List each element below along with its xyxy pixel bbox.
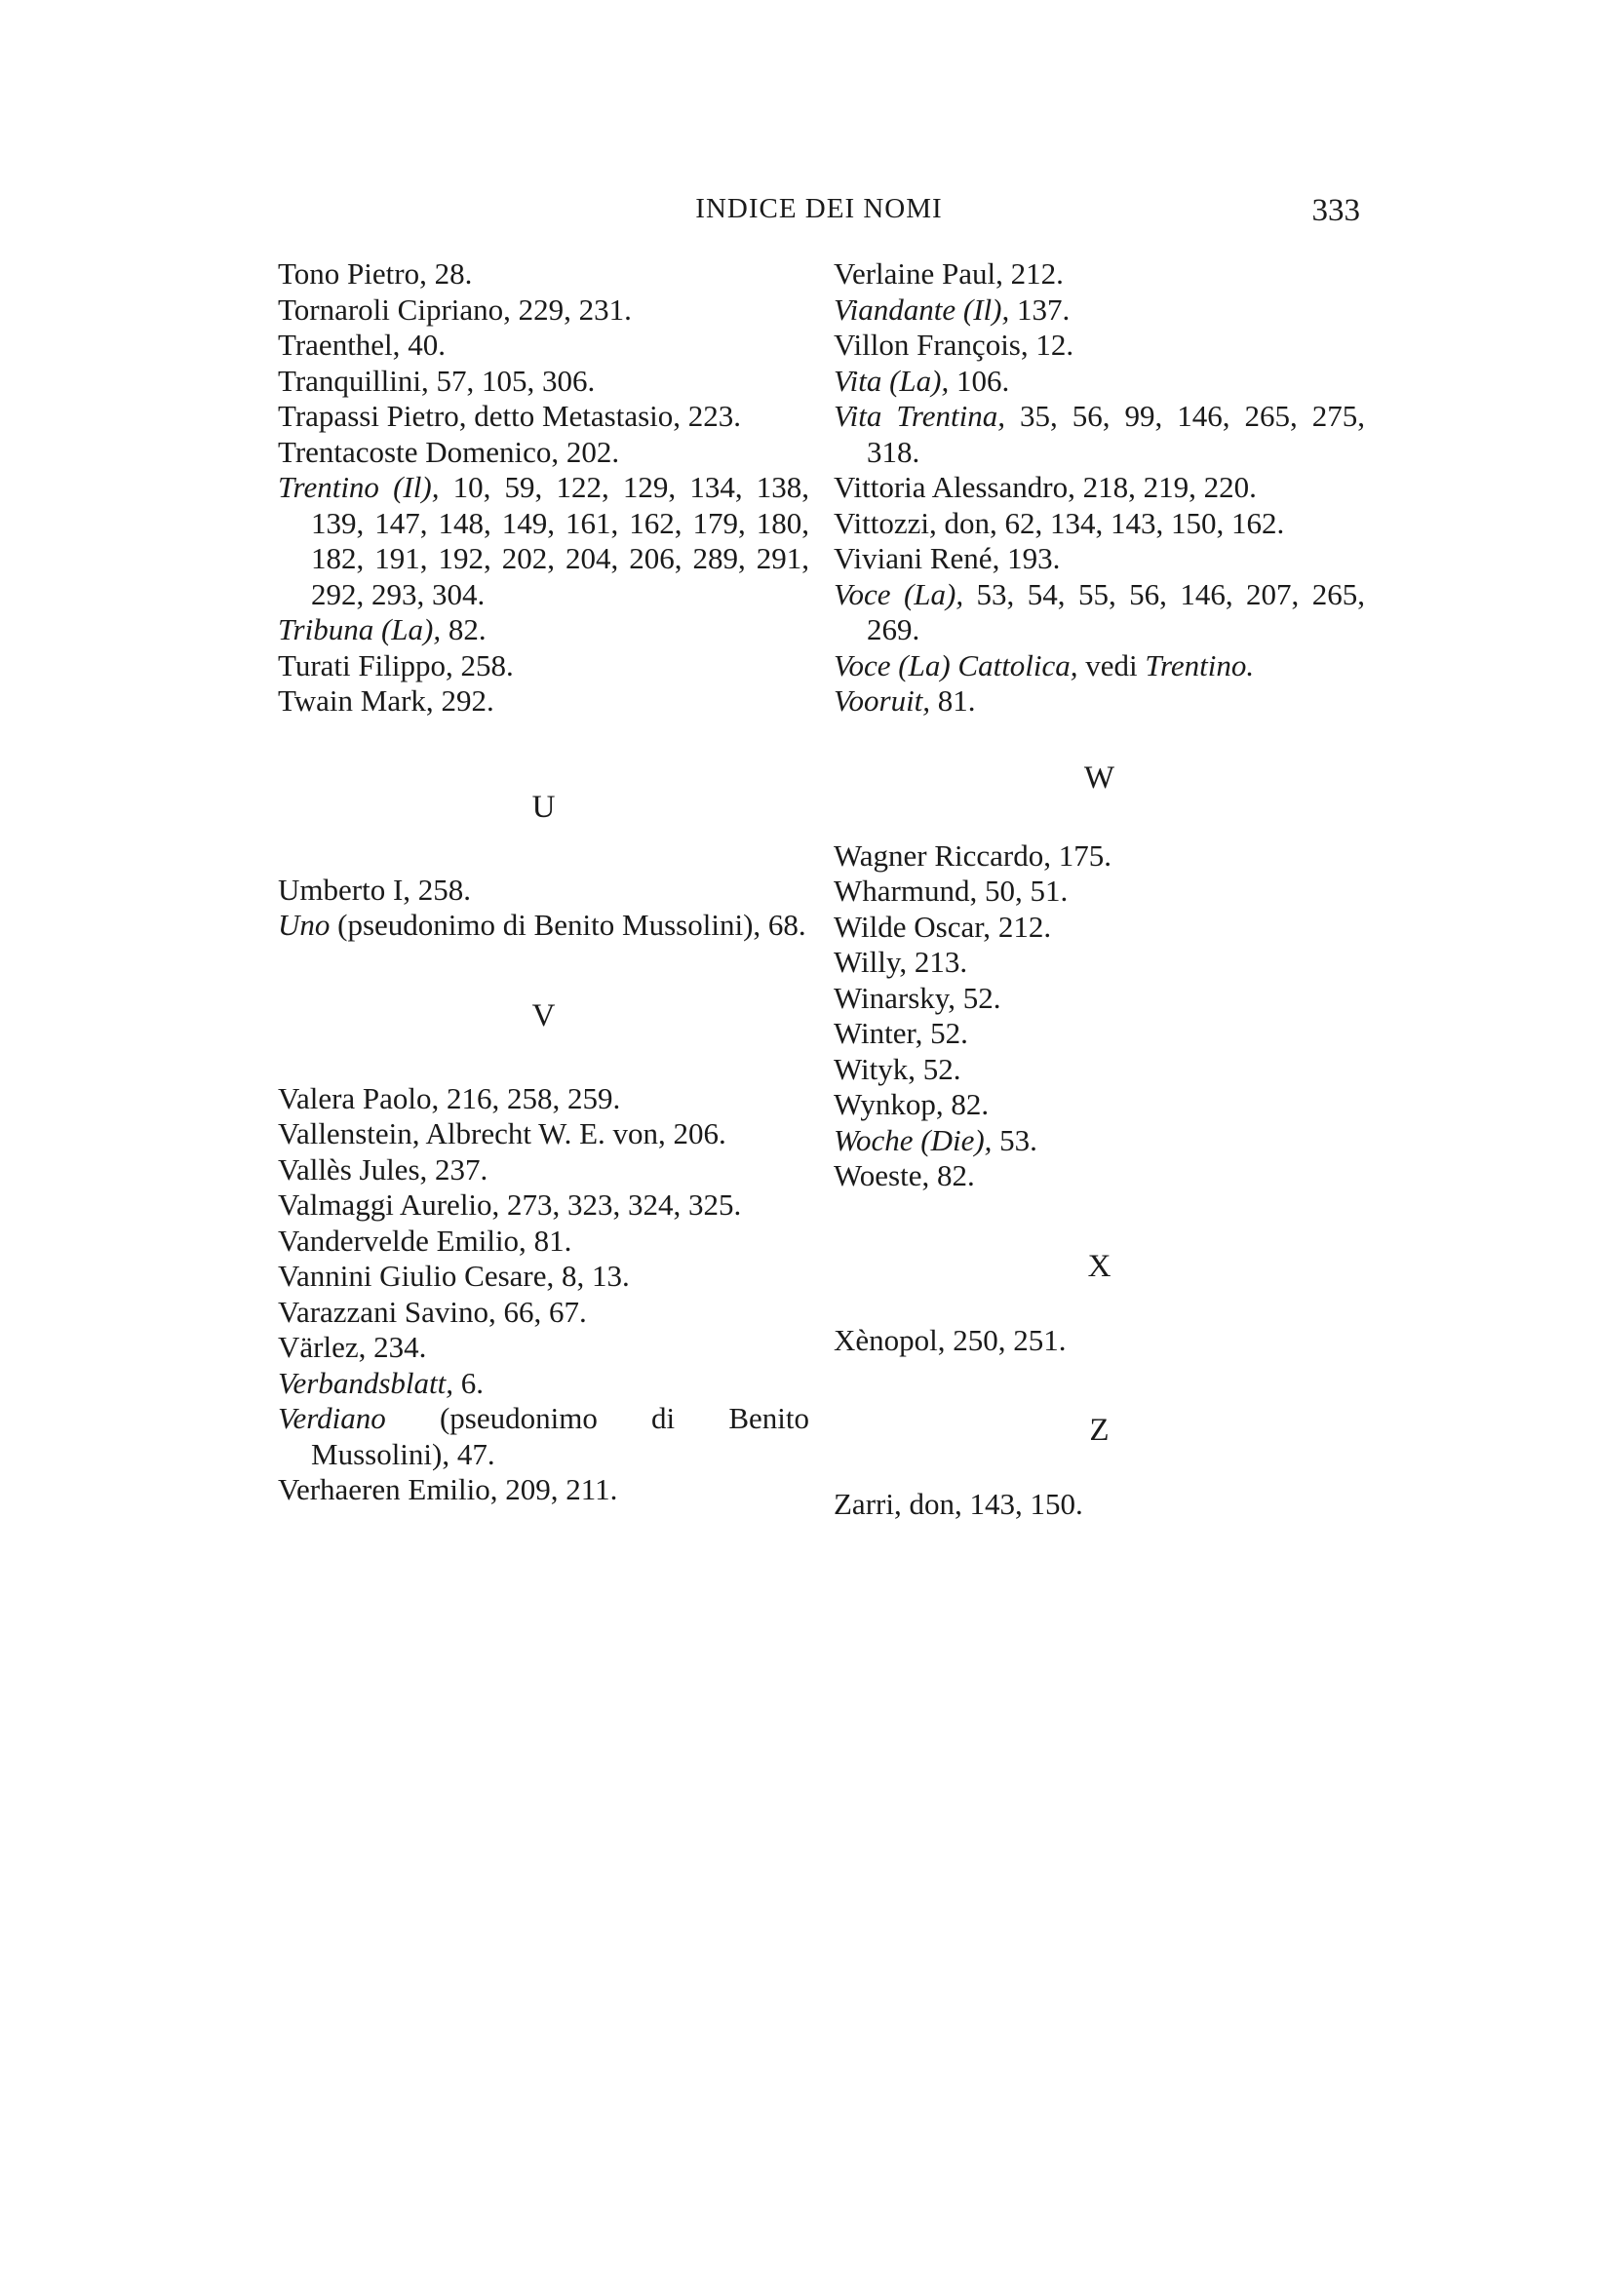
- index-entry: Voce (La) Cattolica, vedi Trentino.: [834, 647, 1255, 682]
- index-entry: Vita (La), 106.: [834, 363, 1010, 398]
- index-entry: Tranquillini, 57, 105, 306.: [278, 363, 596, 398]
- index-entry: Wagner Riccardo, 175.: [834, 837, 1112, 873]
- index-entry: Voce (La), 53, 54, 55, 56, 146, 207, 265, 269.: [834, 576, 1366, 646]
- index-entry: Tornaroli Cipriano, 229, 231.: [278, 292, 632, 327]
- index-entry: Valera Paolo, 216, 258, 259.: [278, 1080, 621, 1115]
- index-entry: Vallenstein, Albrecht W. E. von, 206.: [278, 1116, 726, 1150]
- index-entry: Vannini Giulio Cesare, 8, 13.: [278, 1259, 630, 1293]
- index-entry: Woeste, 82.: [834, 1158, 975, 1192]
- index-entry: Tribuna (La), 82.: [278, 612, 487, 646]
- running-head: [278, 193, 1360, 242]
- left-column: [278, 256, 809, 1508]
- running-title: INDICE DEI NOMI: [695, 193, 943, 224]
- index-entry: Winter, 52.: [834, 1016, 968, 1050]
- index-entry: Vooruit, 81.: [834, 683, 976, 718]
- index-entry: Traenthel, 40.: [278, 328, 446, 362]
- page-number: 333: [1311, 193, 1360, 228]
- index-entry: Viandante (Il), 137.: [834, 292, 1071, 327]
- index-entry: Vandervelde Emilio, 81.: [278, 1223, 572, 1258]
- index-entry: Xènopol, 250, 251.: [834, 1322, 1067, 1357]
- index-entry: Wilde Oscar, 212.: [834, 909, 1052, 944]
- index-entry: Verbandsblatt, 6.: [278, 1365, 484, 1400]
- index-entry: Villon François, 12.: [834, 328, 1074, 362]
- index-entry: Trapassi Pietro, detto Metastasio, 223.: [278, 399, 742, 433]
- index-entry: Vallès Jules, 237.: [278, 1151, 488, 1187]
- index-entry: Trentacoste Domenico, 202.: [278, 434, 620, 469]
- index-entry: Valmaggi Aurelio, 273, 323, 324, 325.: [278, 1187, 742, 1222]
- index-entry: Winarsky, 52.: [834, 980, 1001, 1015]
- index-entry: Willy, 213.: [834, 945, 968, 979]
- index-entry: Verlaine Paul, 212.: [834, 256, 1064, 291]
- index-entry: Wynkop, 82.: [834, 1087, 990, 1121]
- index-entry: Verhaeren Emilio, 209, 211.: [278, 1472, 618, 1506]
- section-letter-u: U: [531, 789, 556, 825]
- section-letter-z: Z: [1089, 1413, 1110, 1448]
- index-entry: Woche (Die), 53.: [834, 1122, 1037, 1157]
- index-entry: Vittozzi, don, 62, 134, 143, 150, 162.: [834, 505, 1285, 540]
- index-entry: Turati Filippo, 258.: [278, 647, 514, 682]
- right-column: [834, 256, 1365, 1523]
- index-entry: Vita Trentina, 35, 56, 99, 146, 265, 275, 318.: [834, 399, 1366, 469]
- index-entry: Umberto I, 258.: [278, 872, 472, 907]
- index-entry: Wityk, 52.: [834, 1051, 961, 1086]
- index-entry: Zarri, don, 143, 150.: [834, 1487, 1083, 1521]
- index-entry: Varazzani Savino, 66, 67.: [278, 1294, 587, 1329]
- index-entry: Twain Mark, 292.: [278, 683, 494, 718]
- section-letter-x: X: [1087, 1248, 1112, 1284]
- index-entry: Viviani René, 193.: [834, 541, 1061, 575]
- index-entry: Trentino (Il), 10, 59, 122, 129, 134, 138, 139, 147, 148, 149, 161, 162, 179, 180, 182, 191, 192, 202, 204, 206, 289, 291, 292, 293, 304.: [278, 470, 810, 611]
- index-entry: Värlez, 234.: [278, 1330, 427, 1364]
- section-letter-w: W: [1083, 759, 1115, 796]
- section-letter-v: V: [531, 997, 556, 1033]
- index-entry: Wharmund, 50, 51.: [834, 874, 1069, 908]
- index-entry: Uno (pseudonimo di Benito Mussolini), 68.: [278, 908, 806, 942]
- index-entry: Vittoria Alessandro, 218, 219, 220.: [834, 470, 1257, 504]
- index-entry: Tono Pietro, 28.: [278, 256, 473, 291]
- index-entry: Verdiano (pseudonimo di Benito Mussolini), 47.: [278, 1401, 809, 1471]
